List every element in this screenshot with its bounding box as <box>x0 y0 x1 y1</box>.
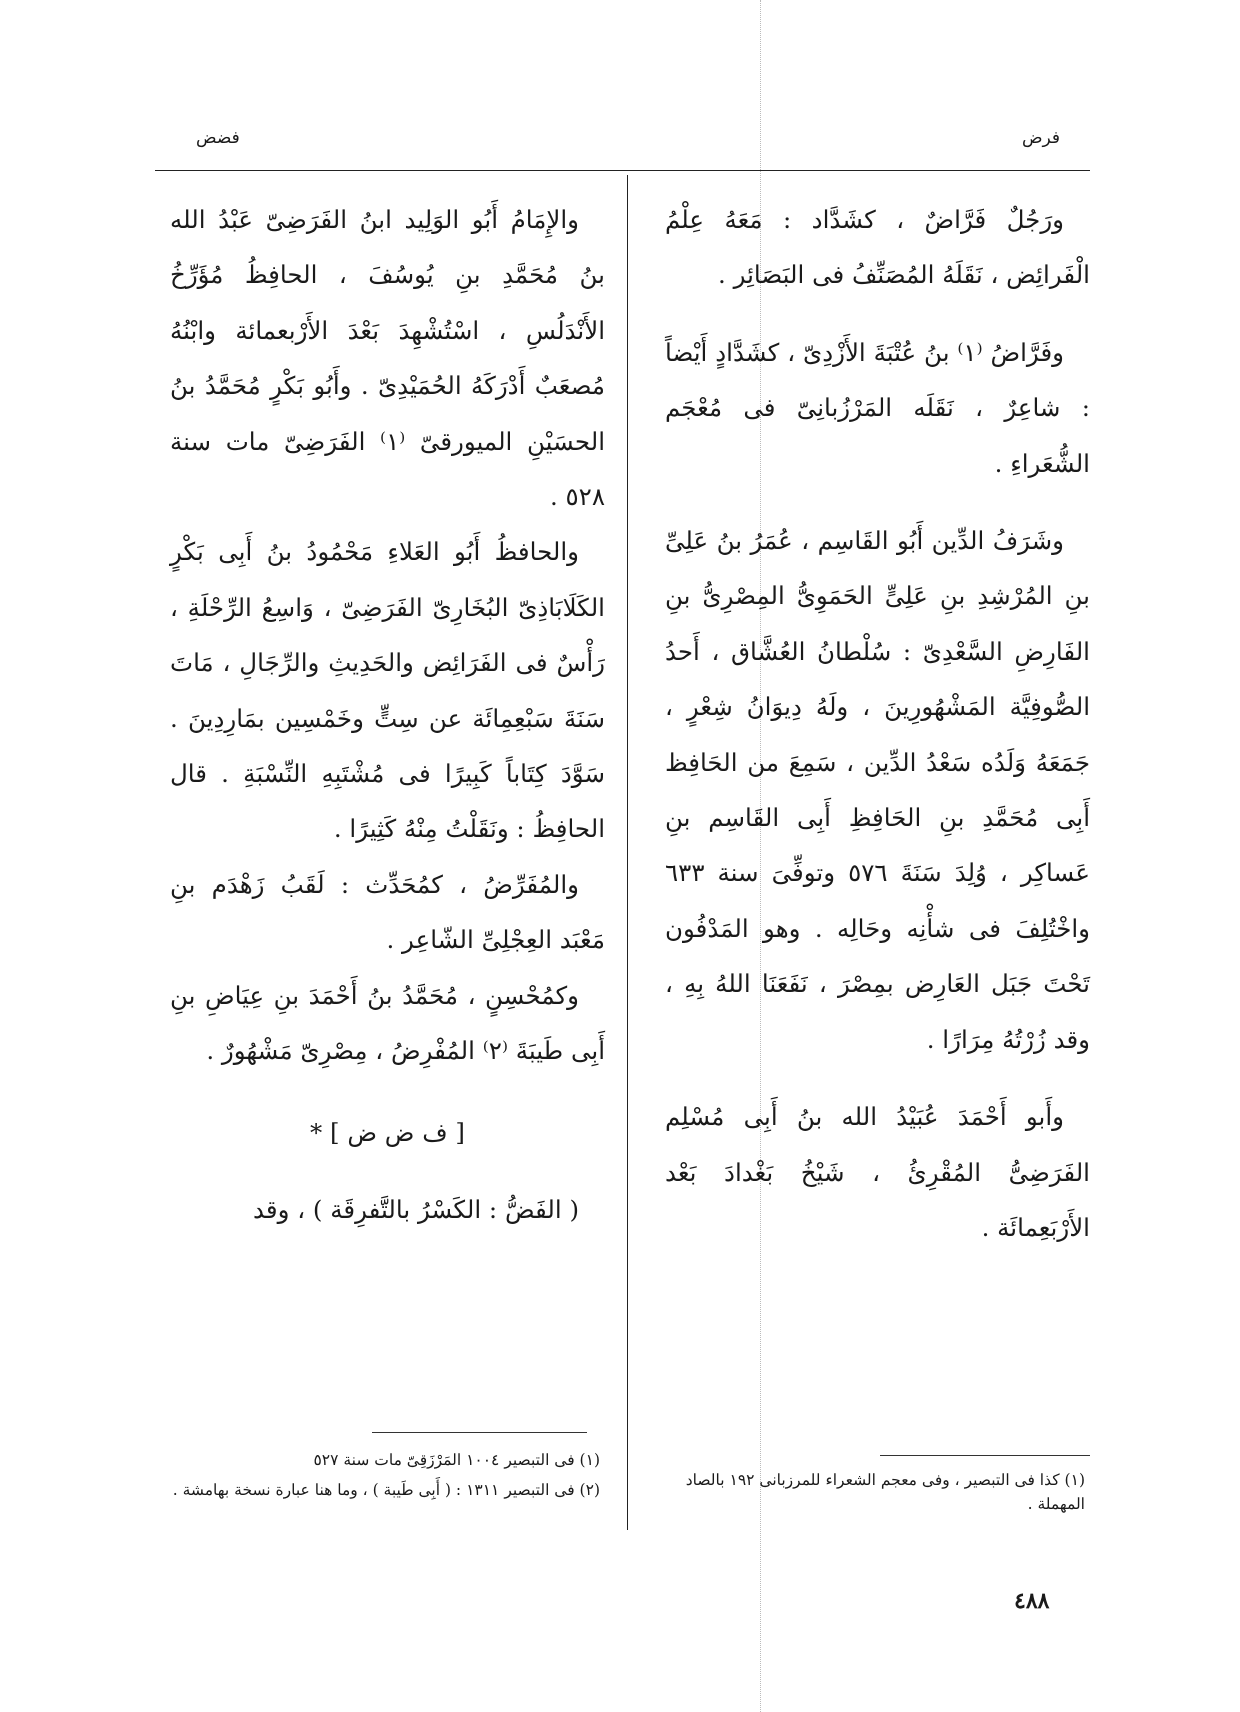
entry-paragraph: والمُفَرِّضُ ، كمُحَدِّث : لَقَبُ زَهْدَم بنِ مَعْبَد العِجْلِىِّ الشّاعِر . <box>170 869 605 955</box>
footnote-left-1: (١) فى التبصير ١٠٠٤ المَرْزَقِىّ مات سنة ٥٢٧ <box>313 1451 600 1469</box>
column-divider <box>627 175 628 1530</box>
header-root-right: فرض <box>1022 128 1061 148</box>
footnote-right-1: (١) كذا فى التبصير ، وفى معجم الشعراء للمرزبانى ١٩٢ بالصاد المهملة . <box>685 1471 1085 1513</box>
entry-paragraph: والإِمَامُ أَبُو الوَلِيد ابنُ الفَرَضِىّ عَبْدُ الله بنُ مُحَمَّدِ بنِ يُوسُفَ ، الحافِظُ مُؤَرِّخُ الأَنْدَلُسِ ، اسْتُشْهِدَ بَعْدَ الأَرْبعمائة وابْنُهُ مُصعَبٌ أَدْرَكَهُ الحُمَيْدِىّ . وأَبُو بَكْرٍ مُحَمَّدُ بنُ الحسَيْنِ الميورقىّ ⁽١⁾ الفَرَضِىّ مات سنة ٥٢٨ . <box>170 205 605 512</box>
footnote-rule-right <box>880 1455 1090 1456</box>
header-rule <box>155 170 1090 171</box>
entry-paragraph: والحافظُ أَبُو العَلاءِ مَحْمُودُ بنُ أَبِى بَكْرٍ الكَلَابَاذِىّ البُخَارِىّ الفَرَضِىّ ، وَاسِعُ الرِّحْلَةِ ، رَأْسٌ فى الفَرَائِض والحَدِيثِ والرِّجَالِ ، مَاتَ سَنَةَ سَبْعِمِائَة عن سِتٍّ وخَمْسِين بمَارِدِينَ . سَوَّدَ كِتَاباً كَبِيرًا فى مُشْتَبِهِ النِّسْبَةِ . قال الحافِظُ : ونَقَلْتُ مِنْهُ كَثِيرًا . <box>170 537 605 844</box>
right-column <box>665 192 1090 1255</box>
page-number: ٤٨٨ <box>1014 1588 1050 1614</box>
entry-paragraph: ( الفَضُّ : الكَسْرُ بالتَّفرِقَة ) ، وقد <box>253 1194 579 1224</box>
footnote-left-2: (٢) فى التبصير ١٣١١ : ( أَبِى طَيبة ) ، وما هنا عبارة نسخة بهامشة . <box>172 1481 600 1499</box>
entry-paragraph: وشَرَفُ الدِّين أَبُو القَاسِم ، عُمَرُ بنُ عَلِىِّ بنِ المُرْشِدِ بنِ عَلِىٍّ الحَمَوِىُّ المِصْرِىُّ بنِ الفَارِضِ السَّعْدِىّ : سُلْطانُ العُشَّاق ، أَحدُ الصُّوفِيَّة المَشْهُورِينَ ، ولَهُ دِيوَانُ شِعْرٍ ، جَمَعَهُ وَلَدُه سَعْدُ الدِّين ، سَمِعَ من الحَافِظ أَبِى مُحَمَّدِ بنِ الحَافِظِ أَبِى القَاسِم بنِ عَساكِر ، وُلِدَ سَنَةَ ٥٧٦ وتوفِّىَ سنة ٦٣٣ واخْتُلِفَ فى شأْنِه وحَالِه . وهو المَدْفُون تَحْتَ جَبَل العَارِض بمِصْرَ ، نَفَعَنَا اللهُ بِهِ ، وقد زُرْتُهُ مِرَارًا . <box>665 526 1090 1054</box>
left-column <box>170 192 605 1237</box>
root-heading: [ ف ض ض ] * <box>310 1117 465 1147</box>
entry-paragraph: وأَبو أَحْمَدَ عُبَيْدُ الله بنُ أَبِى مُسْلِم الفَرَضِىُّ المُقْرِئُ ، شَيْخُ بَغْدادَ بَعْد الأَرْبَعِمائَة . <box>665 1102 1090 1242</box>
header-root-left: فضض <box>196 128 240 148</box>
footnote-rule-left <box>372 1432 587 1433</box>
entry-paragraph: وفَرَّاضُ ⁽١⁾ بنُ عُتْبَةَ الأَزْدِىّ ، كشَدَّادٍ أَيْضاً : شاعِرٌ ، نَقَلَه المَرْزُبانِىّ فى مُعْجَم الشُّعَراءِ . <box>665 337 1090 478</box>
entry-paragraph: ورَجُلٌ فَرَّاضٌ ، كشَدَّاد : مَعَهُ عِلْمُ الْفَرائِض ، نَقَلَهُ المُصَنِّفُ فى البَصَائِر . <box>665 205 1090 290</box>
entry-paragraph: وكمُحْسِنٍ ، مُحَمَّدُ بنُ أَحْمَدَ بنِ عِيَاضِ بنِ أَبِى طَيبَةَ ⁽٢⁾ المُفْرِضُ ، مِصْرِىّ مَشْهُورٌ . <box>170 980 605 1066</box>
